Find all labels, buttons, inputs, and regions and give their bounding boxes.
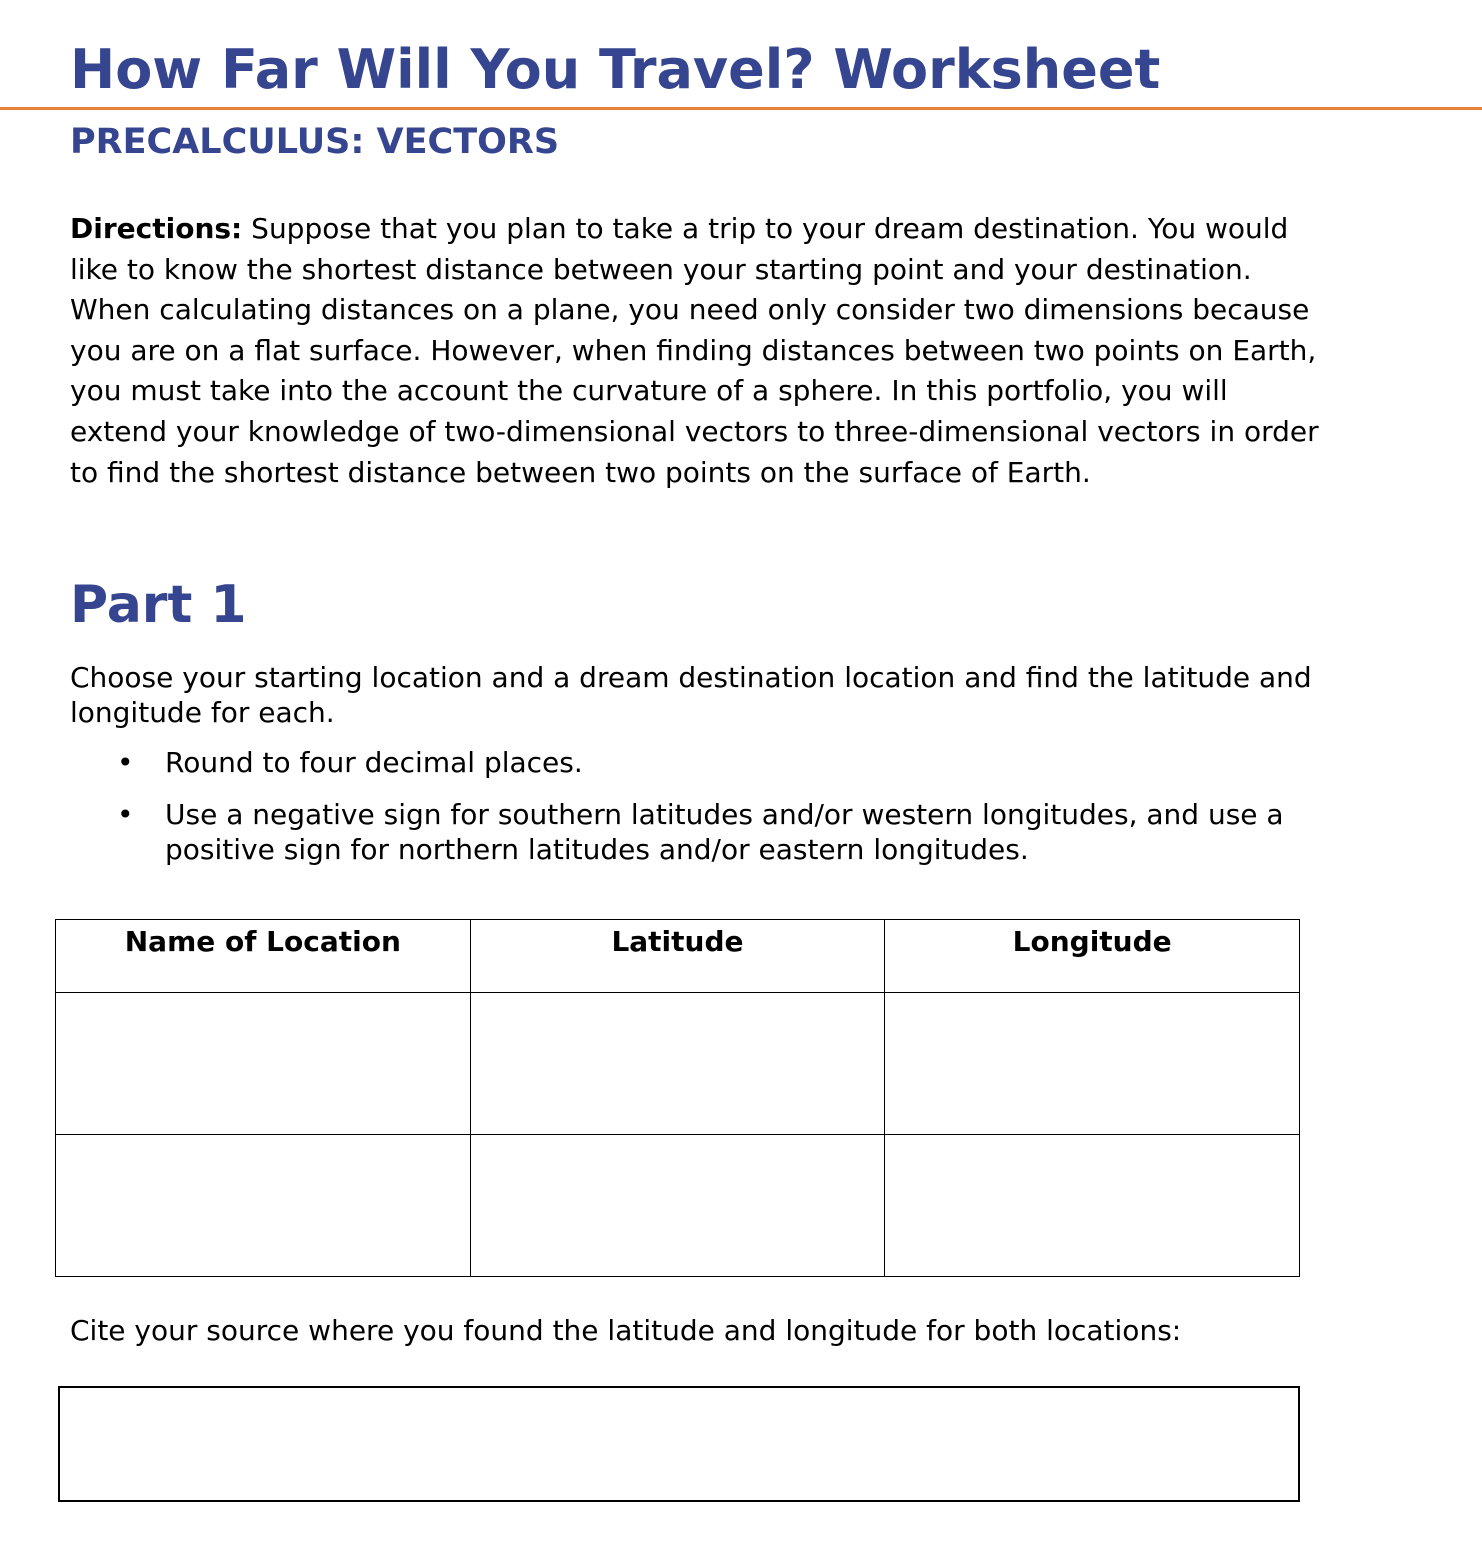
table-header-row (56, 920, 1300, 993)
bullet-item-rounding (0, 745, 1285, 780)
bullet-text: Round to four decimal places. (165, 746, 583, 779)
bullet-item-sign-convention (0, 797, 1285, 867)
location-name-cell[interactable] (56, 1135, 471, 1277)
directions-label: Directions: (70, 212, 243, 245)
latitude-cell[interactable] (470, 1135, 885, 1277)
table-row (56, 1135, 1300, 1277)
column-header-latitude: Latitude (470, 920, 885, 993)
location-table (55, 919, 1300, 1277)
longitude-cell[interactable] (885, 1135, 1300, 1277)
instruction-bullets (0, 745, 1285, 884)
part-1-heading: Part 1 (70, 575, 247, 635)
directions-paragraph (70, 209, 1330, 493)
column-header-longitude: Longitude (885, 920, 1300, 993)
table-row (56, 993, 1300, 1135)
latitude-cell[interactable] (470, 993, 885, 1135)
column-header-name: Name of Location (56, 920, 471, 993)
directions-text: Suppose that you plan to take a trip to your dream destination. You would like to know the shortest distance between your starting point and your destination. When calculating distances on a plane, you need only consider two dimensions because you are on a flat surface. However, when finding distances between two points on Earth, you must take into the account the curvature of a sphere. In this portfolio, you will extend your knowledge of two-dimensional vectors to three-dimensional vectors in order to find the shortest distance between two points on the surface of Earth. (70, 212, 1319, 489)
cite-source-label: Cite your source where you found the latitude and longitude for both locations: (70, 1314, 1182, 1347)
bullet-text: Use a negative sign for southern latitudes and/or western longitudes, and use a positive sign for northern latitudes and/or eastern longitudes. (165, 798, 1284, 866)
longitude-cell[interactable] (885, 993, 1300, 1135)
bullet-dot-icon: • (117, 798, 134, 831)
header-divider (0, 107, 1482, 110)
worksheet-title: How Far Will You Travel? Worksheet (70, 38, 1161, 101)
worksheet-subtitle: PRECALCULUS: VECTORS (70, 122, 560, 162)
cite-source-answer-box[interactable] (58, 1386, 1300, 1502)
location-name-cell[interactable] (56, 993, 471, 1135)
bullet-dot-icon: • (117, 746, 134, 779)
part-1-instructions: Choose your starting location and a dream destination location and find the latitude and longitude for each. (70, 661, 1312, 729)
